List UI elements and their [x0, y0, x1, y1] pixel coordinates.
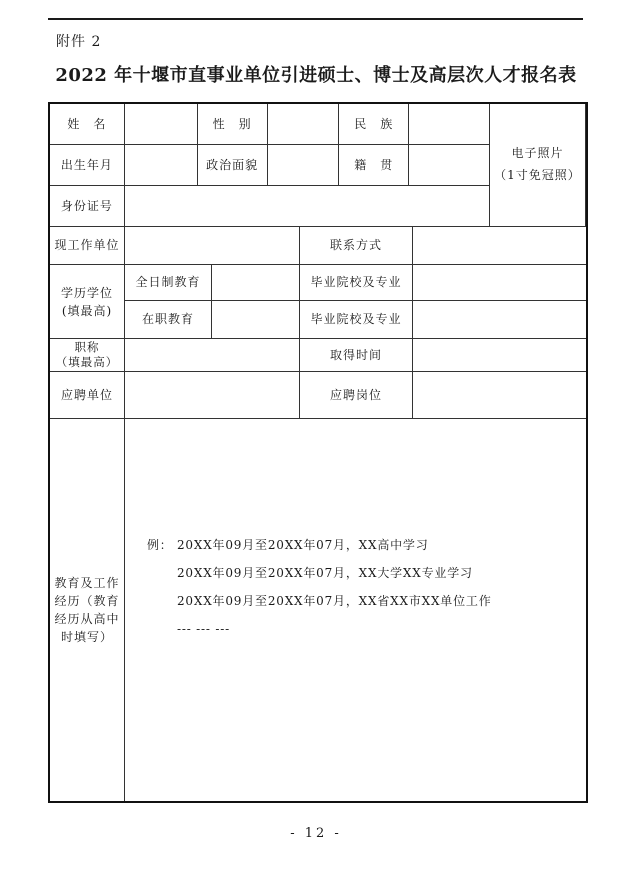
experience-label-line4: 时填写）	[60, 630, 113, 644]
table-row-experience	[50, 419, 586, 801]
obtain-time-value-cell	[413, 339, 586, 371]
professional-title-label	[50, 339, 125, 371]
photo-label-line2: （1寸免冠照）	[494, 168, 581, 182]
table-row-employer-contact	[50, 227, 586, 265]
table-row-name-gender-ethnicity	[50, 104, 489, 145]
political-status-value-cell	[268, 145, 340, 185]
apply-post-label: 应聘岗位	[300, 372, 413, 418]
inservice-school-major-value-cell	[413, 301, 586, 338]
education-degree-group	[50, 265, 586, 339]
birth-date-value-cell	[125, 145, 198, 185]
page-number: - 12 -	[290, 826, 342, 841]
experience-label-line1: 教育及工作	[54, 576, 120, 590]
page-title: 2022 年十堰市直事业单位引进硕士、博士及高层次人才报名表	[55, 65, 577, 86]
apply-post-value-cell	[413, 372, 586, 418]
table-row-professional-title	[50, 339, 586, 372]
experience-example-line1	[147, 531, 586, 559]
attachment-label: 附件 2	[56, 34, 102, 50]
table-row-fulltime-education	[125, 265, 586, 301]
example-prefix: 例：	[147, 538, 173, 552]
fulltime-education-value-cell	[212, 265, 300, 300]
apply-unit-label: 应聘单位	[50, 372, 125, 418]
fulltime-school-major-label: 毕业院校及专业	[300, 265, 413, 300]
experience-example-line3: 20XX年09月至20XX年07月，XX省XX市XX单位工作	[177, 594, 492, 608]
birth-date-label: 出生年月	[50, 145, 125, 185]
apply-unit-value-cell	[125, 372, 300, 418]
experience-example-line4: --- --- ---	[177, 622, 230, 636]
name-label: 姓 名	[50, 104, 125, 144]
ethnicity-value-cell	[409, 104, 489, 144]
education-degree-label-line2: (填最高)	[61, 303, 113, 318]
gender-value-cell	[268, 104, 340, 144]
native-place-value-cell	[409, 145, 489, 185]
id-number-label: 身份证号	[50, 186, 125, 226]
experience-label	[50, 419, 125, 801]
name-value-cell	[125, 104, 198, 144]
experience-example-line2: 20XX年09月至20XX年07月，XX大学XX专业学习	[177, 566, 473, 580]
experience-example-block	[147, 531, 586, 643]
ethnicity-label: 民 族	[339, 104, 409, 144]
professional-title-label-line2: （填最高）	[55, 355, 119, 369]
education-degree-rows	[125, 265, 586, 338]
header-rule-line	[48, 18, 583, 20]
gender-label: 性 别	[198, 104, 268, 144]
id-number-value-cell	[125, 186, 489, 226]
experience-content-cell	[125, 419, 586, 801]
professional-title-value-cell	[125, 339, 300, 371]
current-employer-label: 现工作单位	[50, 227, 125, 264]
fulltime-school-major-value-cell	[413, 265, 586, 300]
native-place-label: 籍 贯	[339, 145, 409, 185]
experience-label-line2: 经历（教育	[54, 594, 120, 608]
fulltime-education-label: 全日制教育	[125, 265, 212, 300]
table-row-birth-political-native	[50, 145, 489, 186]
professional-title-label-line1: 职称	[74, 340, 100, 355]
education-degree-label-line1: 学历学位	[60, 285, 113, 300]
application-form-table	[48, 102, 588, 803]
contact-label: 联系方式	[300, 227, 413, 264]
personal-info-left	[50, 104, 490, 226]
political-status-label: 政治面貌	[198, 145, 268, 185]
inservice-education-value-cell	[212, 301, 300, 338]
inservice-school-major-label: 毕业院校及专业	[300, 301, 413, 338]
table-row-inservice-education	[125, 301, 586, 338]
education-degree-label	[50, 265, 125, 338]
table-row-id-number	[50, 186, 489, 226]
example-line1-text: 20XX年09月至20XX年07月，XX高中学习	[177, 538, 429, 552]
personal-info-group	[50, 104, 586, 227]
experience-label-line3: 经历从高中	[54, 612, 120, 626]
obtain-time-label: 取得时间	[300, 339, 413, 371]
contact-value-cell	[413, 227, 586, 264]
photo-placeholder-cell	[490, 104, 586, 226]
photo-label-line1: 电子照片	[511, 146, 564, 161]
current-employer-value-cell	[125, 227, 300, 264]
inservice-education-label: 在职教育	[125, 301, 212, 338]
table-row-apply-unit-post	[50, 372, 586, 419]
